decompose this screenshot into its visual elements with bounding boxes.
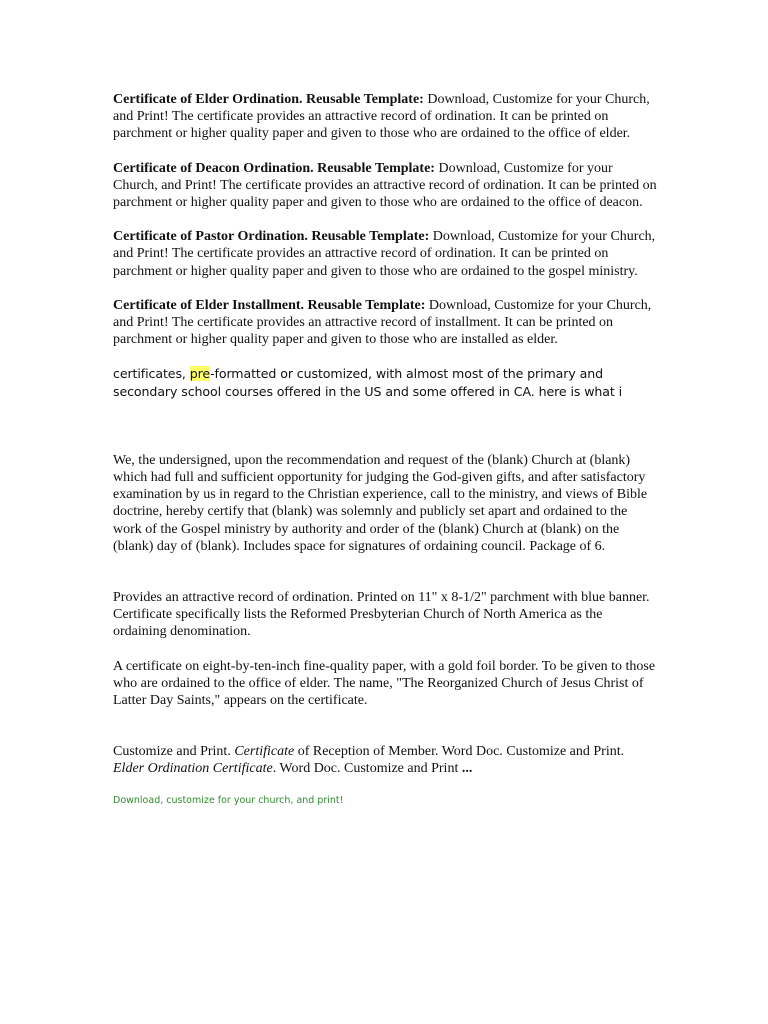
elder-installment-text: Download, Customize for your Church, and Print! The certificate provides an attractive record of installment. It can be printed on parchment or higher quality paper and given to those who are installed as elder. [113, 297, 652, 348]
pastor-ordination-title: Certificate of Pastor Ordination. Reusable Template: [113, 229, 430, 245]
customize-text-2: of Reception of Member. Word Doc. Customize and Print. [294, 744, 625, 760]
download-link[interactable]: Download, customize for your church, and print! [113, 794, 344, 806]
customize-italic-1: Certificate [234, 744, 295, 760]
highlighted-word: pre [189, 366, 211, 382]
document-body [113, 91, 658, 807]
customize-italic-2: Elder Ordination Certificate [113, 761, 273, 777]
deacon-ordination-title: Certificate of Deacon Ordination. Reusable Template: [113, 160, 435, 176]
elder-ordination-paragraph [113, 91, 658, 143]
certificates-text-end: -formatted or customized, with almost most of the primary and secondary school courses offered in the US and some offered in CA. here is what i [113, 366, 623, 399]
elder-ordination-text: Download, Customize for your Church, and Print! The certificate provides an attractive record of ordination. It can be printed on parchment or higher quality paper and given to those who are ordained to the office of elder. [113, 92, 650, 142]
elder-ordination-title: Certificate of Elder Ordination. Reusable Template: [113, 92, 424, 107]
deacon-ordination-text: Download, Customize for your Church, and Print! The certificate provides an attractive record of ordination. It can be printed on parchment or higher quality paper and given to those who are ordained to the office of deacon. [113, 160, 657, 211]
pastor-ordination-paragraph [113, 228, 658, 280]
certificates-paragraph [113, 365, 658, 399]
customize-text-1: Customize and Print. [113, 744, 235, 760]
elder-installment-paragraph [113, 297, 658, 349]
customize-text-3: . Word Doc. Customize and Print [272, 761, 462, 777]
pastor-ordination-text: Download, Customize for your Church, and Print! The certificate provides an attractive record of ordination. It can be printed on parchment or higher quality paper and given to those who are ordained to the gospel ministry. [113, 229, 656, 279]
gold-foil-paragraph: A certificate on eight-by-ten-inch fine-quality paper, with a gold foil border. To be given to those who are ordained to the office of elder. The name, "The Reorganized Church of Jesus Christ of Latter Day Saints," appears on the certificate. [113, 658, 656, 709]
elder-installment-title: Certificate of Elder Installment. Reusable Template: [113, 297, 426, 313]
parchment-paragraph: Provides an attractive record of ordination. Printed on 11" x 8-1/2" parchment with blue banner. Certificate specifically lists the Reformed Presbyterian Church of North America as the ordaining denomination. [113, 590, 650, 640]
customize-print-paragraph [113, 743, 658, 777]
certificates-text-start: certificates, [113, 366, 190, 382]
undersigned-paragraph: We, the undersigned, upon the recommendation and request of the (blank) Church at (blank) which had full and sufficient opportunity for judging the God-given gifts, and after satisfactory examination by us in regard to the Christian experience, call to the ministry, and views of Bible doctrine, hereby certify that (blank) was solemnly and publicly set apart and ordained to the work of the Gospel ministry by authority and order of the (blank) Church at (blank) on the (blank) day of (blank). Includes space for signatures of ordaining council. Package of 6. [113, 452, 648, 554]
deacon-ordination-paragraph [113, 160, 658, 212]
customize-ellipsis: ... [461, 761, 473, 777]
